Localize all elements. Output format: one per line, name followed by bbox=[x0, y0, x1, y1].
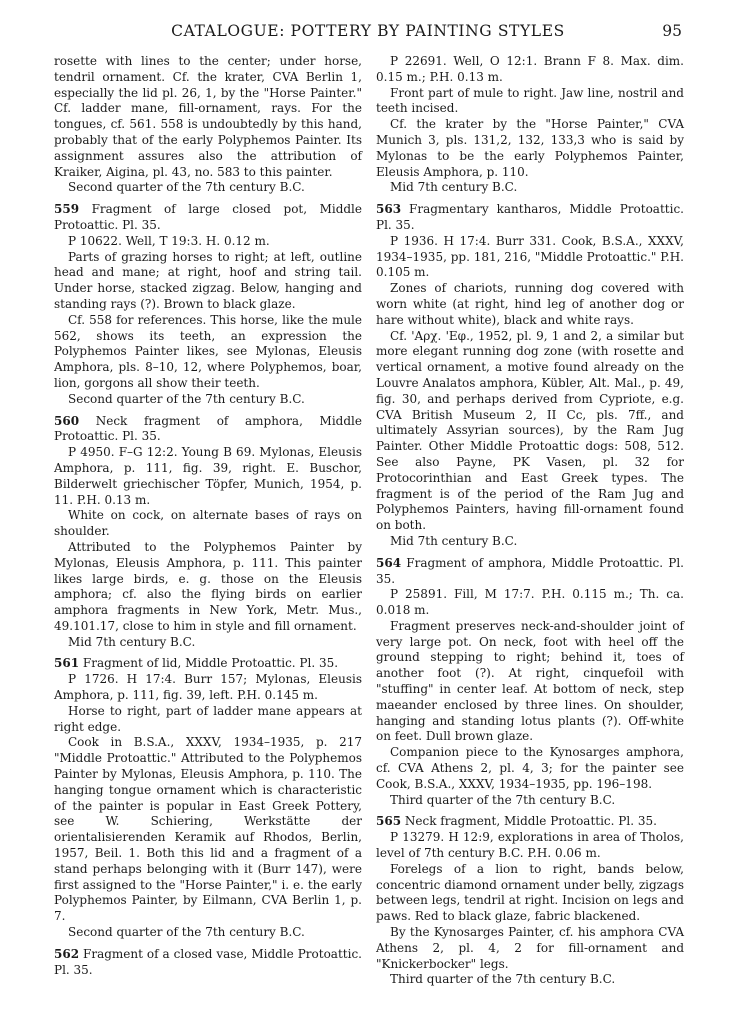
entry-number: 559 bbox=[54, 202, 80, 217]
entry-title: Fragment of lid, Middle Protoattic. Pl. 35. bbox=[82, 656, 339, 671]
catalogue-entry-564 bbox=[376, 556, 684, 809]
entry-564-reference: P 25891. Fill, M 17:7. P.H. 0.115 m.; Th. ca. 0.018 m. bbox=[376, 587, 684, 618]
entry-565-commentary: By the Kynosarges Painter, cf. his amphora CVA Athens 2, pl. 4, 2 for fill-ornament and "Knickerbocker" legs. bbox=[376, 925, 684, 971]
entry-number: 560 bbox=[54, 413, 80, 428]
catalogue-entry-560 bbox=[54, 414, 362, 651]
entry-559-heading bbox=[54, 202, 362, 234]
entry-560-description: White on cock, on alternate bases of rays on shoulder. bbox=[54, 508, 362, 539]
entry-title: Neck fragment, Middle Protoattic. Pl. 35. bbox=[404, 814, 657, 829]
entry-559-commentary: Cf. 558 for references. This horse, like the mule 562, shows its teeth, an expression the Polyphemos Painter likes, see Mylonas, Eleusis Amphora, pls. 8–10, 12, where Polyphemos, boar, lion, gorgons all show their teeth. bbox=[54, 312, 362, 390]
page-title: CATALOGUE: POTTERY BY PAINTING STYLES bbox=[171, 22, 565, 40]
entry-560-reference: P 4950. F–G 12:2. Young B 69. Mylonas, Eleusis Amphora, p. 111, fig. 39, right. E. Buschor, Bilderwelt griechischer Töpfer, Munich, 1954, p. 11. P.H. 0.13 m. bbox=[54, 445, 362, 507]
entry-562-heading bbox=[54, 947, 362, 979]
entry-563-reference: P 1936. H 17:4. Burr 331. Cook, B.S.A., XXXV, 1934–1935, pp. 181, 216, "Middle Protoattic." P.H. 0.105 m. bbox=[376, 233, 684, 280]
entry-560-date: Mid 7th century B.C. bbox=[68, 634, 196, 649]
entry-563-description: Zones of chariots, running dog covered with worn white (at right, hind leg of another dog or hare without white), black and white rays. bbox=[376, 281, 684, 327]
entry-565-description: Forelegs of a lion to right, bands below, concentric diamond ornament under belly, zigzags between legs, tendril at right. Incision on legs and paws. Red to black glaze, fabric blackened. bbox=[376, 861, 684, 924]
entry-number: 564 bbox=[376, 555, 402, 570]
entry-title: Fragment of large closed pot, Middle Protoattic. Pl. 35. bbox=[54, 202, 362, 232]
entry-563-heading bbox=[376, 202, 684, 234]
entry-559-date: Second quarter of the 7th century B.C. bbox=[68, 391, 305, 406]
entry-562-reference: P 22691. Well, O 12:1. Brann F 8. Max. dim. 0.15 m.; P.H. 0.13 m. bbox=[376, 54, 684, 84]
entry-562-commentary: Cf. the krater by the "Horse Painter," CVA Munich 3, pls. 131,2, 132, 133,3 who is said by Mylonas to be the early Polyphemos Painter, Eleusis Amphora, p. 110. bbox=[376, 117, 684, 179]
entry-560-heading bbox=[54, 414, 362, 446]
entry-564-description: Fragment preserves neck-and-shoulder joint of very large pot. On neck, foot with heel off the ground stepping to right; behind it, toes of another foot (?). At right, cinquefoil with "stuffing" in center leaf. At bottom of neck, step maeander enclosed by three lines. On shoulder, hanging and standing lotus plants (?). Off-white on feet. Dull brown glaze. bbox=[376, 618, 684, 744]
running-head bbox=[54, 22, 682, 46]
entry-title: Fragment of a closed vase, Middle Protoattic. Pl. 35. bbox=[54, 946, 362, 977]
entry-565-date: Third quarter of the 7th century B.C. bbox=[390, 972, 616, 987]
entry-560-commentary: Attributed to the Polyphemos Painter by Mylonas, Eleusis Amphora, p. 111. This painter likes large birds, e. g. those on the Eleusis amphora; cf. also the flying birds on earlier amphora fragments in New York, Metr. Mus., 49.101.17, close to him in style and fill ornament. bbox=[54, 539, 362, 633]
entry-561-description: Horse to right, part of ladder mane appears at right edge. bbox=[54, 703, 362, 734]
catalogue-entry-563 bbox=[376, 202, 684, 550]
entry-number: 562 bbox=[54, 946, 80, 961]
entry-title: Neck fragment of amphora, Middle Protoattic. Pl. 35. bbox=[54, 413, 362, 444]
entry-561-reference: P 1726. H 17:4. Burr 157; Mylonas, Eleusis Amphora, p. 111, fig. 39, left. P.H. 0.145 m. bbox=[54, 672, 362, 703]
entry-number: 563 bbox=[376, 202, 402, 217]
entry-561-heading bbox=[54, 656, 362, 672]
entry-563-date: Mid 7th century B.C. bbox=[390, 533, 518, 548]
entry-563-commentary: Cf. 'Αρχ. 'Εφ., 1952, pl. 9, 1 and 2, a similar but more elegant running dog zone (with rosette and vertical ornament, a motive found already on the Louvre Analatos amphora, Kübler, Alt. Mal., p. 49, fig. 30, and perhaps derived from Cypriote, e.g. CVA British Museum 2, II Cc, pls. 7ff., and ultimately Assyrian sources), by the Ram Jug Painter. Other Middle Protoattic dogs: 508, 512. See also Payne, PK Vasen, pl. 32 for Protocorinthian and East Greek types. The fragment is of the period of the Ram Jug and Polyphemos Painters, having fill-ornament found on both. bbox=[376, 328, 684, 533]
catalogue-entry-562-heading bbox=[54, 947, 362, 979]
entry-559-description: Parts of grazing horses to right; at left, outline head and mane; at right, hoof and string tail. Under horse, stacked zigzag. Below, hanging and standing rays (?). Brown to black glaze. bbox=[54, 249, 362, 311]
catalogue-entry-559 bbox=[54, 202, 362, 407]
entry-title: Fragment of amphora, Middle Protoattic. Pl. 35. bbox=[376, 555, 684, 586]
entry-564-heading bbox=[376, 556, 684, 588]
left-column bbox=[54, 54, 362, 978]
catalogue-entry-561 bbox=[54, 656, 362, 940]
entry-562-date: Mid 7th century B.C. bbox=[390, 180, 518, 195]
entry-564-commentary: Companion piece to the Kynosarges amphora, cf. CVA Athens 2, pl. 4, 3; for the painter see Cook, B.S.A., XXXV, 1934–1935, pp. 196–198. bbox=[376, 745, 684, 791]
entry-561-date: Second quarter of the 7th century B.C. bbox=[68, 925, 305, 940]
entry-558-continuation: rosette with lines to the center; under horse, tendril ornament. Cf. the krater, CVA Berlin 1, especially the lid pl. 26, 1, by the "Horse Painter." Cf. ladder mane, fill-ornament, rays. For the tongues, cf. 561. 558 is undoubtedly by this hand, probably that of the early Polyphemos Painter. Its assignment assures also the attribution of Kraiker, Aigina, pl. 43, no. 583 to this painter. bbox=[54, 54, 362, 179]
entry-561-commentary: Cook in B.S.A., XXXV, 1934–1935, p. 217 "Middle Protoattic." Attributed to the Polyphemos Painter by Mylonas, Eleusis Amphora, p. 110. The hanging tongue ornament which is characteristic of the painter is popular in East Greek Pottery, see W. Schiering, Werkstätte der orientalisierenden Keramik auf Rhodos, Berlin, 1957, Beil. 1. Both this lid and a fragment of a stand perhaps belonging with it (Burr 147), were first assigned to the "Horse Painter," i. e. the early Polyphemos Painter, by Eilmann, CVA Berlin 1, p. 7. bbox=[54, 735, 362, 924]
entry-558-date: Second quarter of the 7th century B.C. bbox=[68, 180, 305, 195]
entry-number: 561 bbox=[54, 656, 80, 671]
entry-title: Fragmentary kantharos, Middle Protoattic. Pl. 35. bbox=[376, 202, 684, 232]
entry-565-reference: P 13279. H 12:9, explorations in area of Tholos, level of 7th century B.C. P.H. 0.06 m. bbox=[376, 830, 684, 861]
catalogue-entry-565 bbox=[376, 814, 684, 988]
right-column bbox=[376, 54, 684, 988]
entry-565-heading bbox=[376, 814, 684, 830]
entry-562-description: Front part of mule to right. Jaw line, nostril and teeth incised. bbox=[376, 85, 684, 116]
entry-564-date: Third quarter of the 7th century B.C. bbox=[390, 792, 616, 807]
entry-number: 565 bbox=[376, 814, 402, 829]
entry-559-reference: P 10622. Well, T 19:3. H. 0.12 m. bbox=[68, 233, 270, 248]
page-number: 95 bbox=[662, 22, 682, 40]
